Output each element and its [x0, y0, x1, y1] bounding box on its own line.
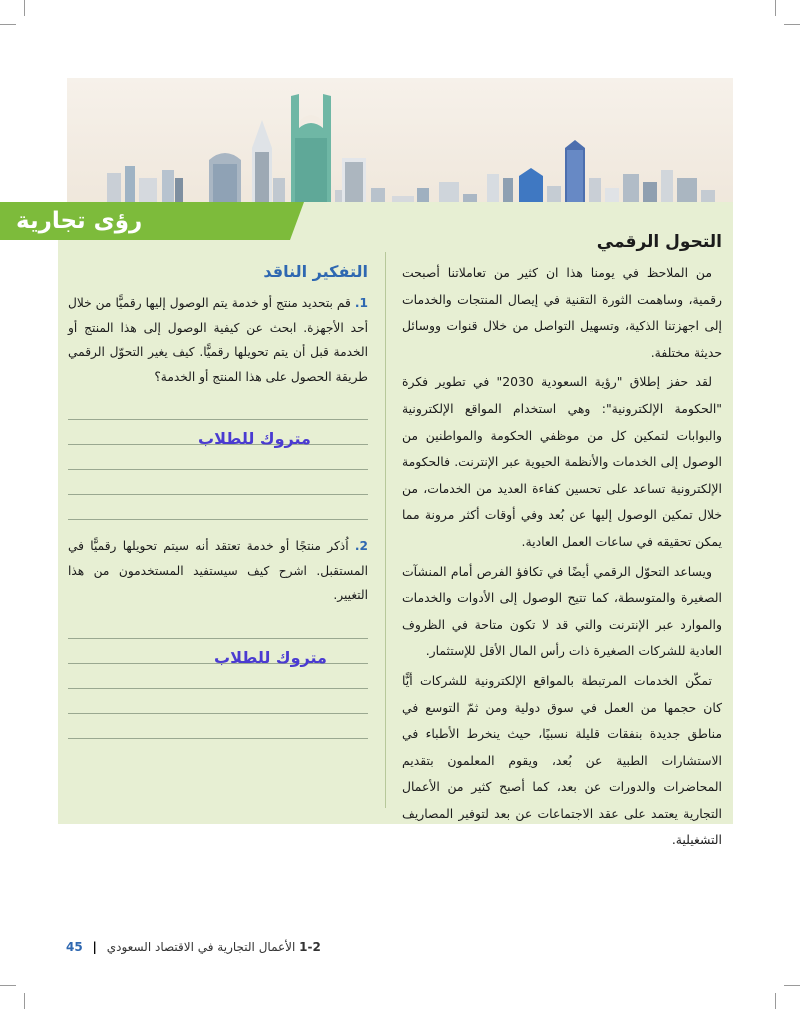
crop-mark: [784, 24, 800, 25]
crop-mark: [0, 985, 16, 986]
footer-title: الأعمال التجارية في الاقتصاد السعودي: [106, 940, 296, 954]
question-number: 1.: [354, 296, 368, 310]
lesson-number: 1-2: [299, 940, 321, 954]
section-banner: رؤى تجارية: [0, 202, 290, 240]
article-heading: التحول الرقمي: [596, 232, 722, 252]
article-paragraph: من الملاحظ في يومنا هذا ان كثير من تعاملاتنا أصبحت رقمية، وساهمت الثورة التقنية في إيصال المنتجات والخدمات إلى اجهزتنا الذكية، وتسهيل التواصل من خلال قنوات ووسائل حديثة مختلفة.: [402, 265, 722, 360]
column-divider: [385, 252, 386, 808]
page-number: 45: [66, 940, 83, 954]
critical-thinking-column: [68, 262, 368, 739]
question-text: قم بتحديد منتج أو خدمة يتم الوصول إليها رقميًّا من خلال أحد الأجهزة. ابحث عن كيفية الوصول إلى هذا المنتج أو الخدمة قبل أن يتم تحويلها رقميًّا. كيف يغير التحوّل الرقمي طريقة الحصول على هذا المنتج أو الخدمة؟: [68, 296, 368, 384]
question-1: [68, 291, 368, 389]
answer-lines[interactable]: [68, 395, 368, 520]
page-footer: [66, 940, 321, 954]
question-text: اُذكر منتجًا أو خدمة تعتقد أنه سيتم تحويلها رقميًّا في المستقبل. اشرح كيف سيستفيد المستخدمون من هذا التغيير.: [68, 539, 368, 602]
article-paragraph: ويساعد التحوّل الرقمي أيضًا في تكافؤ الفرص أمام المنشآت الصغيرة والمتوسطة، كما تتيح الوصول إلى الأدوات والخدمات والموارد عبر الإنترنت والتي قد لا تكون متاحة في الظروف العادية للشركات الصغيرة ذات رأس المال الأقل للإستثمار.: [402, 563, 722, 659]
crop-mark: [24, 993, 25, 1009]
riyadh-skyline-illustration: [67, 78, 733, 220]
crop-mark: [775, 993, 776, 1009]
article-paragraph: لقد حفز إطلاق "رؤية السعودية 2030" في تطوير فكرة "الحكومة الإلكترونية": وهي استخدام المواقع الإلكترونية والبوابات لتمكين كل من موظفي الحكومة والمواطنين من الوصول إلى الخدمات والأنظمة الحيوية عبر الإنترنت. فالحكومة الإلكترونية تساعد على تحسين كفاءة العديد من الخدمات، من خلال تمكين الوصول إليها عن بُعد وفي أوقات أكثر مرونة مما يمكن تحقيقه في ساعات العمل العادية.: [402, 374, 722, 549]
critical-thinking-heading: التفكير الناقد: [263, 262, 368, 281]
answer-note: متروك للطلاب: [198, 429, 311, 448]
answer-note: متروك للطلاب: [214, 647, 327, 667]
crop-mark: [0, 24, 16, 25]
footer-separator: |: [92, 940, 97, 954]
question-number: 2.: [354, 539, 369, 553]
crop-mark: [775, 0, 776, 16]
question-2: [68, 534, 368, 608]
crop-mark: [24, 0, 25, 16]
crop-mark: [784, 985, 800, 986]
skyline-image: [67, 78, 733, 220]
article-paragraph: تمكّن الخدمات المرتبطة بالمواقع الإلكترونية للشركات أيًّا كان حجمها من العمل في سوق دولية ومن ثمّ التوسع في مناطق جديدة بنفقات قليلة نسبيًا، حيث ينخرط الأطباء في الاستشارات الطبية عن بُعد، ويقوم المعلمون بتقديم المحاضرات والدورات عن بعد، كما أصبح كثير من الأعمال التجارية يعتمد على عقد الاجتماعات عن بعد لتوفير المصاريف التشغيلية.: [402, 672, 722, 848]
answer-lines[interactable]: [68, 614, 368, 739]
article-column: [402, 232, 722, 857]
